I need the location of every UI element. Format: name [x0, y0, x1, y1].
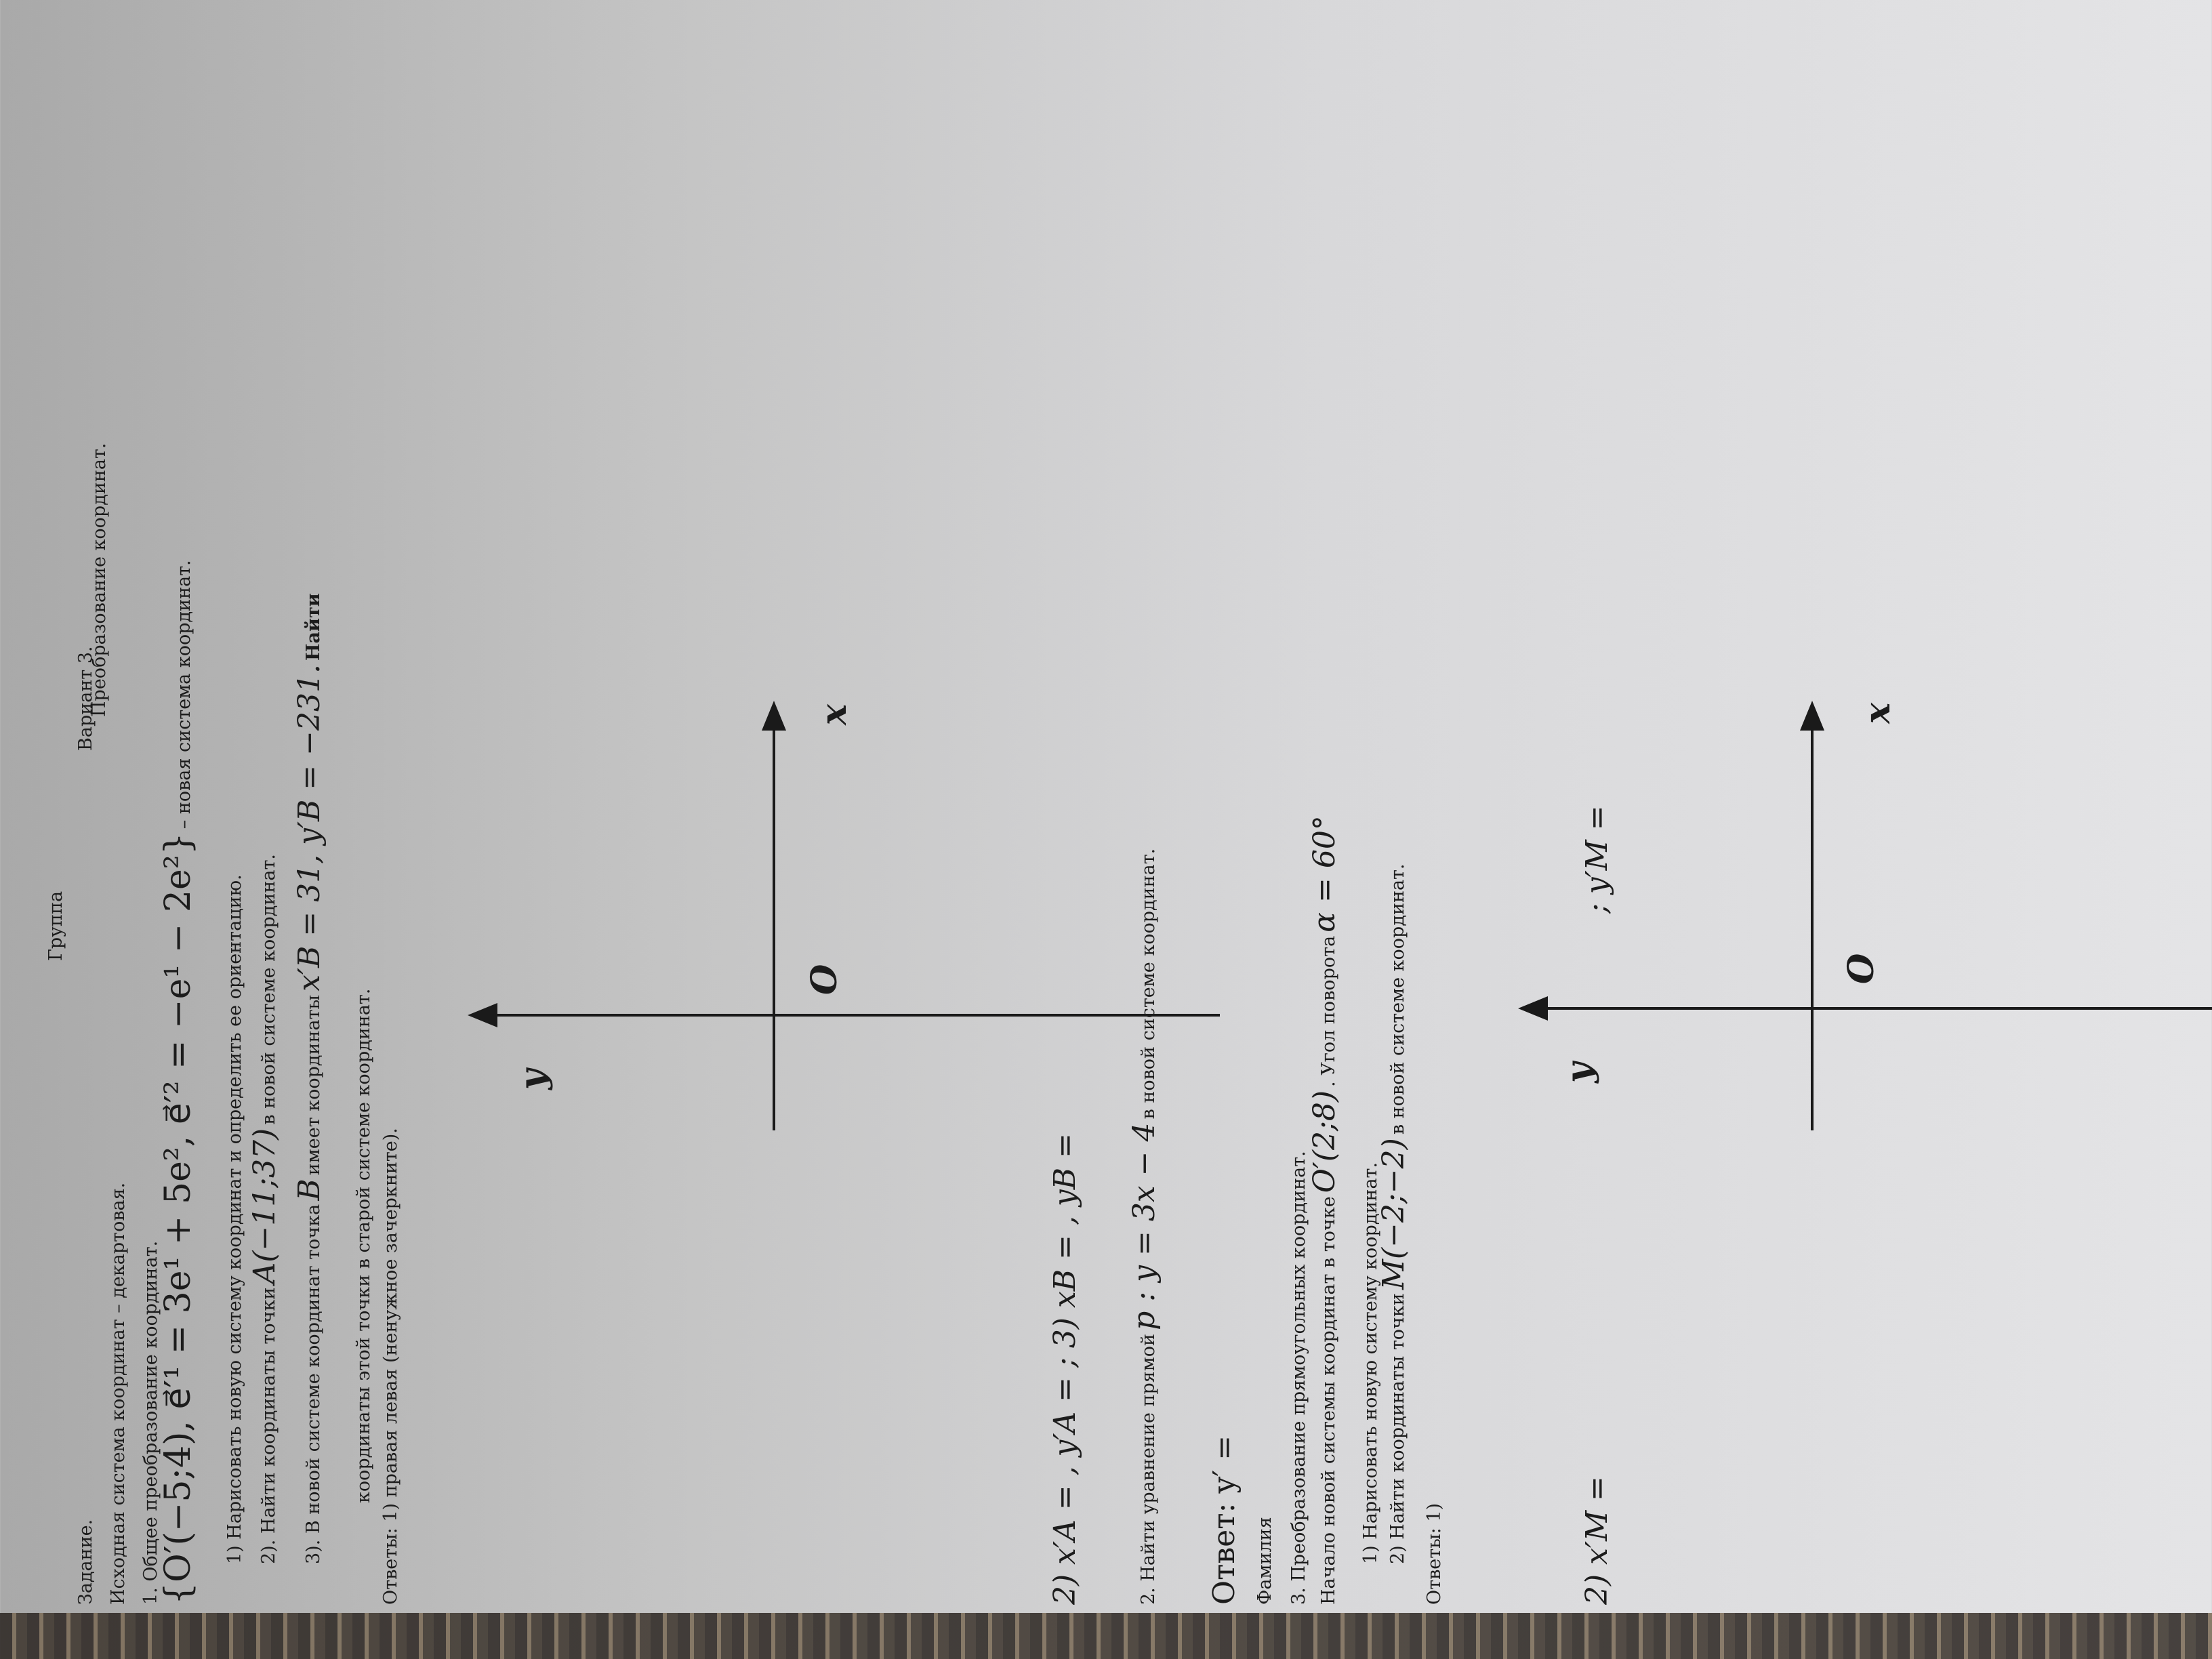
task1-answer2: 2) x′A = , y′A = ; 3) xB = , yB = — [1048, 1133, 1082, 1605]
y-axis-arrow-icon — [468, 1003, 497, 1027]
task3-item1: 1) Нарисовать новую систему координат. — [1360, 1162, 1381, 1564]
task1-item2-line — [247, 854, 282, 1564]
x-axis-arrow-icon — [1800, 701, 1824, 731]
origin-label: O — [804, 964, 845, 995]
task1-formula-line — [158, 560, 199, 1605]
surname-label: Фамилия — [1254, 1517, 1275, 1605]
task3-origin: O′(2;8) — [1307, 1090, 1342, 1193]
task1-item1: 1) Нарисовать новую систему координат и определить ее ориентацию. — [224, 874, 245, 1564]
task1-item3-mid: имеет координаты — [303, 994, 324, 1176]
y-axis-label: y — [1559, 1062, 1600, 1083]
x-axis-label: x — [1857, 702, 1898, 724]
task1-item3-line — [292, 593, 327, 1564]
task1-item2-suffix: в новой системе координат. — [258, 854, 279, 1125]
y-axis-line — [1525, 1007, 2212, 1010]
task3-item2-prefix: 2) Найти координаты точки — [1387, 1293, 1408, 1564]
task-label: Задание. — [75, 1519, 96, 1605]
task2-line — [1127, 848, 1162, 1605]
task3-answer2b: ; y′M = — [1580, 805, 1614, 914]
task3-angle: α = 60° — [1307, 815, 1342, 933]
y-axis-label: y — [512, 1069, 554, 1090]
task3-item2-line — [1376, 863, 1411, 1564]
task1-formula-suffix: – новая система координат. — [173, 560, 194, 830]
y-axis-arrow-icon — [1518, 996, 1548, 1021]
task1-item2-point: A(−11;37) — [247, 1128, 282, 1284]
source-system-text: Исходная система координат – декартовая. — [108, 1182, 129, 1605]
task3-answers: Ответы: 1) — [1424, 1502, 1445, 1605]
task1-item3-coords: x′B = 31, y′B = −231. — [292, 664, 327, 991]
task1-answers: Ответы: 1) правая левая (ненужное зачеркните). — [380, 1128, 401, 1605]
task1-item2-prefix: 2). Найти координаты точки — [258, 1287, 279, 1564]
task3-origin-line — [1307, 815, 1342, 1605]
x-axis-label: x — [813, 703, 855, 725]
table-edge-strip — [0, 1613, 2212, 1659]
x-axis-arrow-icon — [762, 701, 786, 731]
task1-title: 1. Общее преобразование координат. — [140, 1240, 161, 1605]
task3-item2-point: M(−2;−2) — [1376, 1138, 1411, 1290]
task2-equation: p : y = 3x − 4 — [1127, 1122, 1162, 1330]
task3-angle-prefix: . Угол поворота — [1318, 935, 1339, 1087]
x-axis-line — [773, 717, 775, 1130]
task3-origin-prefix: Начало новой системы координат в точке — [1318, 1196, 1339, 1605]
group-label: Группа — [45, 890, 66, 961]
y-axis-line — [474, 1014, 1220, 1017]
task1-item3-point: B — [292, 1179, 327, 1201]
task3-answer2: 2) x′M = — [1580, 1476, 1614, 1605]
task1-item3-prefix: 3). В новой системе координат точка — [303, 1204, 324, 1564]
task2-answer: Ответ: y′ = — [1207, 1435, 1242, 1605]
variant-label: Вариант 3. — [75, 646, 96, 751]
task2-prefix: 2. Найти уравнение прямой — [1138, 1333, 1159, 1605]
task1-item3-line2: координаты этой точки в старой системе координат. — [353, 988, 374, 1503]
topic-title: Преобразование координат. — [89, 443, 110, 717]
task3-title: 3. Преобразование прямоугольных координат. — [1288, 1151, 1309, 1605]
origin-label: O — [1841, 953, 1882, 984]
x-axis-line — [1811, 717, 1814, 1130]
task3-item2-suffix: в новой системе координат. — [1387, 863, 1408, 1135]
task1-item3-suffix: Найти — [303, 593, 324, 661]
task2-suffix: в новой системе координат. — [1138, 848, 1159, 1120]
task1-formula: {O′(−5;4), e⃗′¹ = 3e¹ + 5e², e⃗′² = −e¹ − 2e²} — [158, 832, 199, 1605]
